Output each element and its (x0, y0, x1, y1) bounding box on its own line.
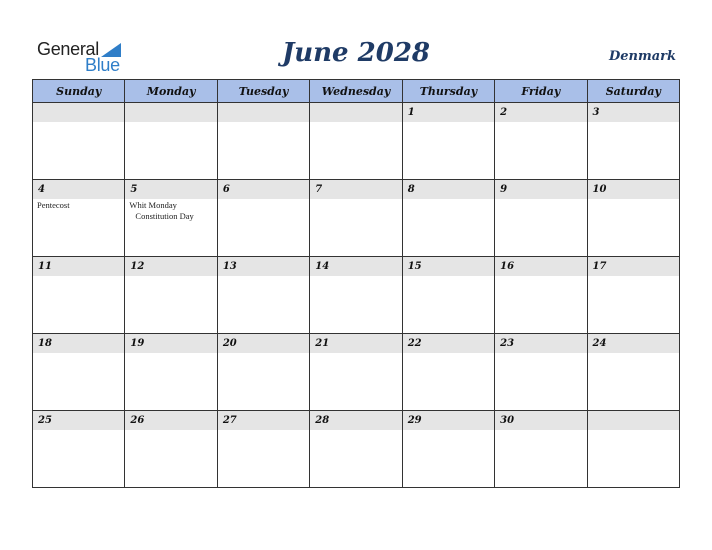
day-cell (33, 257, 125, 334)
day-cell (495, 411, 587, 488)
day-cell (33, 180, 125, 257)
day-cell (217, 411, 309, 488)
day-cell (33, 334, 125, 411)
day-number: 12 (125, 257, 216, 276)
day-cell (310, 334, 402, 411)
holiday-label: Constitution Day (135, 211, 194, 221)
day-cell (125, 103, 217, 180)
day-cell (495, 180, 587, 257)
weekday-sunday: Sunday (33, 80, 125, 103)
weekday-wednesday: Wednesday (310, 80, 402, 103)
day-cell (587, 334, 679, 411)
day-cell (217, 334, 309, 411)
day-number: 17 (588, 257, 679, 276)
holiday-list (33, 199, 124, 211)
week-row (33, 411, 680, 488)
day-number: 26 (125, 411, 216, 430)
week-row (33, 334, 680, 411)
day-number (588, 411, 679, 430)
day-number: 30 (495, 411, 586, 430)
day-cell (217, 180, 309, 257)
day-cell (495, 103, 587, 180)
day-cell (587, 180, 679, 257)
day-number: 3 (588, 103, 679, 122)
day-number: 23 (495, 334, 586, 353)
day-cell (402, 180, 494, 257)
day-number: 18 (33, 334, 124, 353)
day-cell (125, 180, 217, 257)
weekday-header-row (33, 80, 680, 103)
day-cell (310, 103, 402, 180)
day-number (33, 103, 124, 122)
week-row (33, 257, 680, 334)
day-cell (125, 411, 217, 488)
page-title: June 2028 (281, 38, 431, 68)
weekday-tuesday: Tuesday (217, 80, 309, 103)
day-number: 25 (33, 411, 124, 430)
logo-general-text: General (37, 39, 99, 59)
day-cell (33, 411, 125, 488)
day-number: 5 (125, 180, 216, 199)
day-number: 22 (403, 334, 494, 353)
day-number: 28 (310, 411, 401, 430)
day-number: 19 (125, 334, 216, 353)
day-number: 21 (310, 334, 401, 353)
day-cell (587, 103, 679, 180)
day-number: 7 (310, 180, 401, 199)
day-number: 15 (403, 257, 494, 276)
day-cell (125, 257, 217, 334)
day-cell (402, 257, 494, 334)
day-number: 10 (588, 180, 679, 199)
day-cell (310, 257, 402, 334)
day-number: 16 (495, 257, 586, 276)
day-number: 4 (33, 180, 124, 199)
weekday-friday: Friday (495, 80, 587, 103)
day-cell (587, 257, 679, 334)
day-number: 9 (495, 180, 586, 199)
week-row (33, 180, 680, 257)
logo-blue-text: Blue (85, 55, 120, 75)
day-cell (310, 411, 402, 488)
day-number (310, 103, 401, 122)
day-cell (217, 257, 309, 334)
holiday-list (125, 199, 216, 222)
day-number: 27 (218, 411, 309, 430)
holiday-label: Whit Monday (129, 200, 177, 210)
day-number: 20 (218, 334, 309, 353)
calendar-grid (32, 79, 680, 488)
day-number (125, 103, 216, 122)
day-number: 14 (310, 257, 401, 276)
week-row (33, 103, 680, 180)
day-cell (495, 334, 587, 411)
day-number: 29 (403, 411, 494, 430)
day-cell (587, 411, 679, 488)
day-number (218, 103, 309, 122)
day-number: 8 (403, 180, 494, 199)
day-cell (495, 257, 587, 334)
day-cell (217, 103, 309, 180)
weekday-saturday: Saturday (587, 80, 679, 103)
day-cell (402, 103, 494, 180)
day-number: 2 (495, 103, 586, 122)
day-number: 24 (588, 334, 679, 353)
weekday-monday: Monday (125, 80, 217, 103)
day-cell (310, 180, 402, 257)
day-cell (125, 334, 217, 411)
day-cell (402, 411, 494, 488)
day-cell (33, 103, 125, 180)
day-number: 13 (218, 257, 309, 276)
country-label: Denmark (608, 49, 676, 64)
holiday-label: Pentecost (37, 200, 70, 210)
day-number: 11 (33, 257, 124, 276)
day-number: 1 (403, 103, 494, 122)
day-cell (402, 334, 494, 411)
weekday-thursday: Thursday (402, 80, 494, 103)
day-number: 6 (218, 180, 309, 199)
